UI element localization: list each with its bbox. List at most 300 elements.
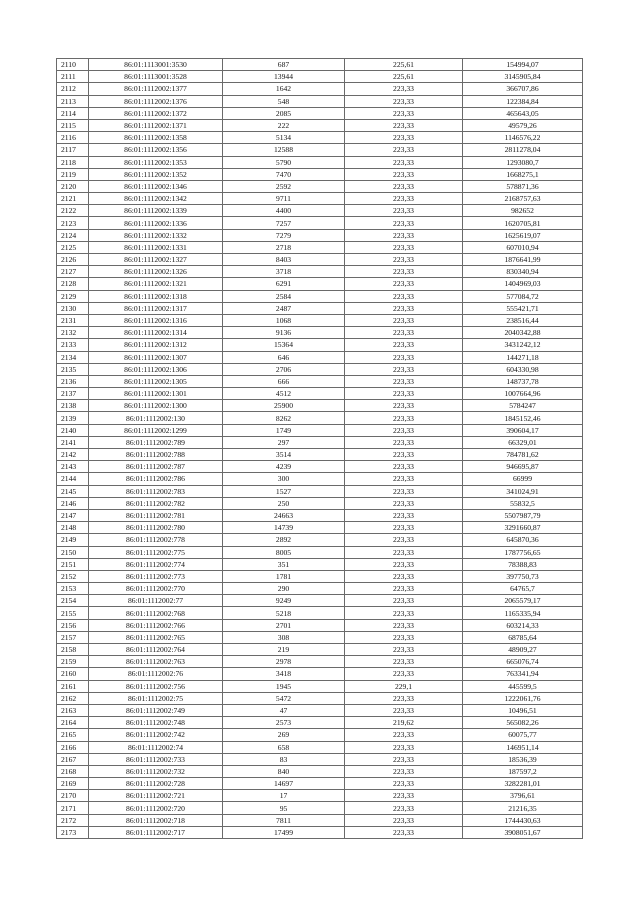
cadastral-number-cell: 86:01:1112002:770 <box>89 583 223 595</box>
row-number-cell: 2124 <box>57 229 89 241</box>
area-cell: 222 <box>223 119 345 131</box>
cadastral-number-cell: 86:01:1112002:728 <box>89 778 223 790</box>
row-number-cell: 2173 <box>57 826 89 838</box>
row-number-cell: 2144 <box>57 473 89 485</box>
specific-value-cell: 223,33 <box>345 266 463 278</box>
specific-value-cell: 223,33 <box>345 168 463 180</box>
table-row <box>57 778 583 790</box>
cadastral-value-cell: 607010,94 <box>463 241 583 253</box>
table-row <box>57 375 583 387</box>
row-number-cell: 2163 <box>57 704 89 716</box>
area-cell: 2718 <box>223 241 345 253</box>
specific-value-cell: 223,33 <box>345 741 463 753</box>
cadastral-number-cell: 86:01:1112002:1300 <box>89 400 223 412</box>
cadastral-number-cell: 86:01:1112002:768 <box>89 607 223 619</box>
specific-value-cell: 223,33 <box>345 631 463 643</box>
cadastral-value-cell: 64765,7 <box>463 583 583 595</box>
specific-value-cell: 223,33 <box>345 254 463 266</box>
area-cell: 1642 <box>223 83 345 95</box>
specific-value-cell: 223,33 <box>345 156 463 168</box>
cadastral-number-cell: 86:01:1112002:749 <box>89 704 223 716</box>
cadastral-value-cell: 55832,5 <box>463 497 583 509</box>
area-cell: 17 <box>223 790 345 802</box>
table-row <box>57 302 583 314</box>
cadastral-value-cell: 784781,62 <box>463 449 583 461</box>
row-number-cell: 2158 <box>57 644 89 656</box>
cadastral-number-cell: 86:01:1112002:1356 <box>89 144 223 156</box>
specific-value-cell: 223,33 <box>345 95 463 107</box>
cadastral-value-cell: 397750,73 <box>463 570 583 582</box>
table-row <box>57 826 583 838</box>
specific-value-cell: 223,33 <box>345 778 463 790</box>
row-number-cell: 2113 <box>57 95 89 107</box>
specific-value-cell: 223,33 <box>345 619 463 631</box>
table-row <box>57 95 583 107</box>
cadastral-value-cell: 3145905,84 <box>463 71 583 83</box>
table-row <box>57 546 583 558</box>
cadastral-value-cell: 68785,64 <box>463 631 583 643</box>
row-number-cell: 2115 <box>57 119 89 131</box>
cadastral-number-cell: 86:01:1112002:1316 <box>89 314 223 326</box>
specific-value-cell: 223,33 <box>345 790 463 802</box>
row-number-cell: 2122 <box>57 205 89 217</box>
area-cell: 1749 <box>223 424 345 436</box>
specific-value-cell: 223,33 <box>345 497 463 509</box>
row-number-cell: 2171 <box>57 802 89 814</box>
cadastral-value-cell: 3431242,12 <box>463 339 583 351</box>
cadastral-value-cell: 1620705,81 <box>463 217 583 229</box>
specific-value-cell: 229,1 <box>345 680 463 692</box>
cadastral-number-cell: 86:01:1112002:782 <box>89 497 223 509</box>
row-number-cell: 2111 <box>57 71 89 83</box>
specific-value-cell: 223,33 <box>345 205 463 217</box>
table-row <box>57 497 583 509</box>
table-row <box>57 241 583 253</box>
cadastral-value-cell: 154994,07 <box>463 59 583 71</box>
table-row <box>57 424 583 436</box>
row-number-cell: 2147 <box>57 509 89 521</box>
cadastral-number-cell: 86:01:1112002:1339 <box>89 205 223 217</box>
area-cell: 1527 <box>223 485 345 497</box>
cadastral-number-cell: 86:01:1112002:756 <box>89 680 223 692</box>
table-row <box>57 180 583 192</box>
cadastral-value-cell: 5784247 <box>463 400 583 412</box>
table-row <box>57 83 583 95</box>
cadastral-number-cell: 86:01:1112002:773 <box>89 570 223 582</box>
table-row <box>57 802 583 814</box>
cadastral-value-cell: 66999 <box>463 473 583 485</box>
cadastral-number-cell: 86:01:1112002:1327 <box>89 254 223 266</box>
cadastral-number-cell: 86:01:1112002:1299 <box>89 424 223 436</box>
cadastral-number-cell: 86:01:1112002:763 <box>89 656 223 668</box>
row-number-cell: 2118 <box>57 156 89 168</box>
row-number-cell: 2167 <box>57 753 89 765</box>
area-cell: 666 <box>223 375 345 387</box>
area-cell: 5472 <box>223 692 345 704</box>
specific-value-cell: 223,33 <box>345 83 463 95</box>
specific-value-cell: 223,33 <box>345 558 463 570</box>
row-number-cell: 2114 <box>57 107 89 119</box>
specific-value-cell: 223,33 <box>345 351 463 363</box>
specific-value-cell: 223,33 <box>345 522 463 534</box>
area-cell: 3514 <box>223 449 345 461</box>
cadastral-number-cell: 86:01:1112002:1372 <box>89 107 223 119</box>
cadastral-value-cell: 48909,27 <box>463 644 583 656</box>
specific-value-cell: 223,33 <box>345 327 463 339</box>
specific-value-cell: 223,33 <box>345 388 463 400</box>
cadastral-number-cell: 86:01:1112002:748 <box>89 717 223 729</box>
cadastral-value-cell: 187597,2 <box>463 765 583 777</box>
table-row <box>57 473 583 485</box>
row-number-cell: 2127 <box>57 266 89 278</box>
area-cell: 2573 <box>223 717 345 729</box>
row-number-cell: 2148 <box>57 522 89 534</box>
specific-value-cell: 223,33 <box>345 193 463 205</box>
cadastral-value-cell: 465643,05 <box>463 107 583 119</box>
cadastral-number-cell: 86:01:1112002:733 <box>89 753 223 765</box>
row-number-cell: 2120 <box>57 180 89 192</box>
table-row <box>57 509 583 521</box>
specific-value-cell: 223,33 <box>345 119 463 131</box>
specific-value-cell: 223,33 <box>345 485 463 497</box>
specific-value-cell: 223,33 <box>345 644 463 656</box>
cadastral-value-cell: 1668275,1 <box>463 168 583 180</box>
cadastral-number-cell: 86:01:1112002:786 <box>89 473 223 485</box>
area-cell: 2706 <box>223 363 345 375</box>
cadastral-number-cell: 86:01:1112002:783 <box>89 485 223 497</box>
cadastral-value-cell: 66329,01 <box>463 436 583 448</box>
row-number-cell: 2123 <box>57 217 89 229</box>
area-cell: 2592 <box>223 180 345 192</box>
specific-value-cell: 223,33 <box>345 229 463 241</box>
table-row <box>57 595 583 607</box>
specific-value-cell: 223,33 <box>345 132 463 144</box>
row-number-cell: 2159 <box>57 656 89 668</box>
cadastral-number-cell: 86:01:1112002:1332 <box>89 229 223 241</box>
area-cell: 9136 <box>223 327 345 339</box>
area-cell: 548 <box>223 95 345 107</box>
table-row <box>57 363 583 375</box>
area-cell: 687 <box>223 59 345 71</box>
cadastral-number-cell: 86:01:1112002:1353 <box>89 156 223 168</box>
cadastral-value-cell: 21216,35 <box>463 802 583 814</box>
specific-value-cell: 223,33 <box>345 826 463 838</box>
cadastral-value-cell: 146951,14 <box>463 741 583 753</box>
table-row <box>57 400 583 412</box>
specific-value-cell: 223,33 <box>345 290 463 302</box>
cadastral-value-cell: 555421,71 <box>463 302 583 314</box>
row-number-cell: 2139 <box>57 412 89 424</box>
cadastral-value-cell: 1744430,63 <box>463 814 583 826</box>
table-row <box>57 656 583 668</box>
cadastral-value-cell: 578871,36 <box>463 180 583 192</box>
area-cell: 24663 <box>223 509 345 521</box>
table-row <box>57 132 583 144</box>
specific-value-cell: 223,33 <box>345 546 463 558</box>
area-cell: 2487 <box>223 302 345 314</box>
row-number-cell: 2145 <box>57 485 89 497</box>
cadastral-number-cell: 86:01:1112002:1318 <box>89 290 223 302</box>
row-number-cell: 2165 <box>57 729 89 741</box>
row-number-cell: 2140 <box>57 424 89 436</box>
cadastral-value-cell: 49579,26 <box>463 119 583 131</box>
cadastral-number-cell: 86:01:1112002:75 <box>89 692 223 704</box>
cadastral-number-cell: 86:01:1112002:1321 <box>89 278 223 290</box>
table-row <box>57 583 583 595</box>
area-cell: 297 <box>223 436 345 448</box>
table-row <box>57 558 583 570</box>
row-number-cell: 2146 <box>57 497 89 509</box>
area-cell: 840 <box>223 765 345 777</box>
table-row <box>57 522 583 534</box>
area-cell: 269 <box>223 729 345 741</box>
area-cell: 3718 <box>223 266 345 278</box>
row-number-cell: 2121 <box>57 193 89 205</box>
cadastral-value-cell: 665076,74 <box>463 656 583 668</box>
area-cell: 17499 <box>223 826 345 838</box>
cadastral-number-cell: 86:01:1112002:1358 <box>89 132 223 144</box>
cadastral-number-cell: 86:01:1112002:766 <box>89 619 223 631</box>
area-cell: 5134 <box>223 132 345 144</box>
cadastral-number-cell: 86:01:1112002:780 <box>89 522 223 534</box>
area-cell: 7279 <box>223 229 345 241</box>
cadastral-number-cell: 86:01:1112002:1326 <box>89 266 223 278</box>
cadastral-number-cell: 86:01:1112002:1346 <box>89 180 223 192</box>
cadastral-value-cell: 763341,94 <box>463 668 583 680</box>
table-row <box>57 704 583 716</box>
table-row <box>57 631 583 643</box>
table-row <box>57 351 583 363</box>
cadastral-value-cell: 1146576,22 <box>463 132 583 144</box>
cadastral-number-cell: 86:01:1112002:1312 <box>89 339 223 351</box>
area-cell: 351 <box>223 558 345 570</box>
row-number-cell: 2143 <box>57 461 89 473</box>
row-number-cell: 2170 <box>57 790 89 802</box>
row-number-cell: 2161 <box>57 680 89 692</box>
area-cell: 14739 <box>223 522 345 534</box>
area-cell: 8262 <box>223 412 345 424</box>
table-row <box>57 729 583 741</box>
row-number-cell: 2169 <box>57 778 89 790</box>
cadastral-value-cell: 982652 <box>463 205 583 217</box>
area-cell: 2892 <box>223 534 345 546</box>
specific-value-cell: 219,62 <box>345 717 463 729</box>
cadastral-value-cell: 18536,39 <box>463 753 583 765</box>
area-cell: 12588 <box>223 144 345 156</box>
row-number-cell: 2164 <box>57 717 89 729</box>
cadastral-number-cell: 86:01:1112002:76 <box>89 668 223 680</box>
cadastral-number-cell: 86:01:1112002:1306 <box>89 363 223 375</box>
cadastral-value-cell: 1293080,7 <box>463 156 583 168</box>
specific-value-cell: 223,33 <box>345 400 463 412</box>
cadastral-value-cell: 1007664,96 <box>463 388 583 400</box>
specific-value-cell: 225,61 <box>345 71 463 83</box>
cadastral-number-cell: 86:01:1112002:1307 <box>89 351 223 363</box>
row-number-cell: 2160 <box>57 668 89 680</box>
area-cell: 7470 <box>223 168 345 180</box>
area-cell: 47 <box>223 704 345 716</box>
row-number-cell: 2135 <box>57 363 89 375</box>
table-row <box>57 741 583 753</box>
area-cell: 2978 <box>223 656 345 668</box>
specific-value-cell: 223,33 <box>345 570 463 582</box>
area-cell: 7257 <box>223 217 345 229</box>
cadastral-value-cell: 390604,17 <box>463 424 583 436</box>
row-number-cell: 2134 <box>57 351 89 363</box>
row-number-cell: 2129 <box>57 290 89 302</box>
cadastral-value-cell: 830340,94 <box>463 266 583 278</box>
cadastral-value-cell: 10496,51 <box>463 704 583 716</box>
cadastral-number-cell: 86:01:1112002:718 <box>89 814 223 826</box>
table-row <box>57 388 583 400</box>
table-row <box>57 278 583 290</box>
area-cell: 300 <box>223 473 345 485</box>
row-number-cell: 2142 <box>57 449 89 461</box>
row-number-cell: 2117 <box>57 144 89 156</box>
row-number-cell: 2149 <box>57 534 89 546</box>
cadastral-value-cell: 3908051,67 <box>463 826 583 838</box>
area-cell: 5218 <box>223 607 345 619</box>
cadastral-value-cell: 946695,87 <box>463 461 583 473</box>
cadastral-value-cell: 1845152,46 <box>463 412 583 424</box>
area-cell: 1945 <box>223 680 345 692</box>
area-cell: 6291 <box>223 278 345 290</box>
specific-value-cell: 223,33 <box>345 656 463 668</box>
specific-value-cell: 223,33 <box>345 424 463 436</box>
table-row <box>57 412 583 424</box>
specific-value-cell: 223,33 <box>345 144 463 156</box>
area-cell: 9249 <box>223 595 345 607</box>
cadastral-value-cell: 1625619,07 <box>463 229 583 241</box>
table-row <box>57 607 583 619</box>
row-number-cell: 2112 <box>57 83 89 95</box>
cadastral-value-cell: 3796,61 <box>463 790 583 802</box>
cadastral-value-cell: 60075,77 <box>463 729 583 741</box>
row-number-cell: 2125 <box>57 241 89 253</box>
cadastral-value-cell: 3282281,01 <box>463 778 583 790</box>
row-number-cell: 2128 <box>57 278 89 290</box>
area-cell: 83 <box>223 753 345 765</box>
table-row <box>57 692 583 704</box>
row-number-cell: 2119 <box>57 168 89 180</box>
specific-value-cell: 223,33 <box>345 363 463 375</box>
area-cell: 219 <box>223 644 345 656</box>
row-number-cell: 2166 <box>57 741 89 753</box>
cadastral-value-cell: 1787756,65 <box>463 546 583 558</box>
area-cell: 13944 <box>223 71 345 83</box>
row-number-cell: 2136 <box>57 375 89 387</box>
table-row <box>57 449 583 461</box>
row-number-cell: 2154 <box>57 595 89 607</box>
table-row <box>57 119 583 131</box>
cadastral-number-cell: 86:01:1112002:1314 <box>89 327 223 339</box>
row-number-cell: 2133 <box>57 339 89 351</box>
table-row <box>57 339 583 351</box>
table-row <box>57 254 583 266</box>
cadastral-value-cell: 341024,91 <box>463 485 583 497</box>
cadastral-value-cell: 78388,83 <box>463 558 583 570</box>
cadastral-value-cell: 3291660,87 <box>463 522 583 534</box>
cadastral-number-cell: 86:01:1112002:74 <box>89 741 223 753</box>
cadastral-value-cell: 2065579,17 <box>463 595 583 607</box>
cadastral-value-cell: 2168757,63 <box>463 193 583 205</box>
table-row <box>57 668 583 680</box>
cadastral-number-cell: 86:01:1112002:764 <box>89 644 223 656</box>
table-row <box>57 790 583 802</box>
cadastral-value-cell: 2811278,04 <box>463 144 583 156</box>
table-row <box>57 534 583 546</box>
table-row <box>57 765 583 777</box>
area-cell: 7811 <box>223 814 345 826</box>
area-cell: 646 <box>223 351 345 363</box>
area-cell: 2701 <box>223 619 345 631</box>
cadastral-value-cell: 144271,18 <box>463 351 583 363</box>
cadastral-number-cell: 86:01:1112002:789 <box>89 436 223 448</box>
cadastral-number-cell: 86:01:1112002:1352 <box>89 168 223 180</box>
cadastral-number-cell: 86:01:1112002:788 <box>89 449 223 461</box>
cadastral-number-cell: 86:01:1112002:1317 <box>89 302 223 314</box>
cadastral-number-cell: 86:01:1112002:1301 <box>89 388 223 400</box>
cadastral-number-cell: 86:01:1112002:765 <box>89 631 223 643</box>
table-row <box>57 327 583 339</box>
cadastral-value-cell: 2040342,88 <box>463 327 583 339</box>
cadastral-number-cell: 86:01:1112002:1342 <box>89 193 223 205</box>
table-row <box>57 107 583 119</box>
cadastral-number-cell: 86:01:1112002:77 <box>89 595 223 607</box>
row-number-cell: 2168 <box>57 765 89 777</box>
row-number-cell: 2152 <box>57 570 89 582</box>
specific-value-cell: 223,33 <box>345 704 463 716</box>
area-cell: 2085 <box>223 107 345 119</box>
row-number-cell: 2157 <box>57 631 89 643</box>
area-cell: 1781 <box>223 570 345 582</box>
cadastral-number-cell: 86:01:1112002:781 <box>89 509 223 521</box>
cadastral-value-cell: 1876641,99 <box>463 254 583 266</box>
specific-value-cell: 223,33 <box>345 302 463 314</box>
specific-value-cell: 223,33 <box>345 107 463 119</box>
specific-value-cell: 223,33 <box>345 461 463 473</box>
cadastral-number-cell: 86:01:1112002:130 <box>89 412 223 424</box>
specific-value-cell: 223,33 <box>345 278 463 290</box>
area-cell: 290 <box>223 583 345 595</box>
area-cell: 4512 <box>223 388 345 400</box>
cadastral-number-cell: 86:01:1112002:1336 <box>89 217 223 229</box>
area-cell: 3418 <box>223 668 345 680</box>
cadastral-value-cell: 565082,26 <box>463 717 583 729</box>
cadastral-number-cell: 86:01:1112002:732 <box>89 765 223 777</box>
table-row <box>57 619 583 631</box>
specific-value-cell: 225,61 <box>345 59 463 71</box>
area-cell: 658 <box>223 741 345 753</box>
table-row <box>57 266 583 278</box>
specific-value-cell: 223,33 <box>345 412 463 424</box>
table-row <box>57 144 583 156</box>
specific-value-cell: 223,33 <box>345 339 463 351</box>
cadastral-number-cell: 86:01:1112002:720 <box>89 802 223 814</box>
cadastral-value-cell: 604330,98 <box>463 363 583 375</box>
table-row <box>57 485 583 497</box>
area-cell: 15364 <box>223 339 345 351</box>
area-cell: 25900 <box>223 400 345 412</box>
specific-value-cell: 223,33 <box>345 802 463 814</box>
specific-value-cell: 223,33 <box>345 449 463 461</box>
row-number-cell: 2151 <box>57 558 89 570</box>
row-number-cell: 2150 <box>57 546 89 558</box>
table-row <box>57 814 583 826</box>
specific-value-cell: 223,33 <box>345 436 463 448</box>
cadastral-number-cell: 86:01:1112002:742 <box>89 729 223 741</box>
area-cell: 250 <box>223 497 345 509</box>
